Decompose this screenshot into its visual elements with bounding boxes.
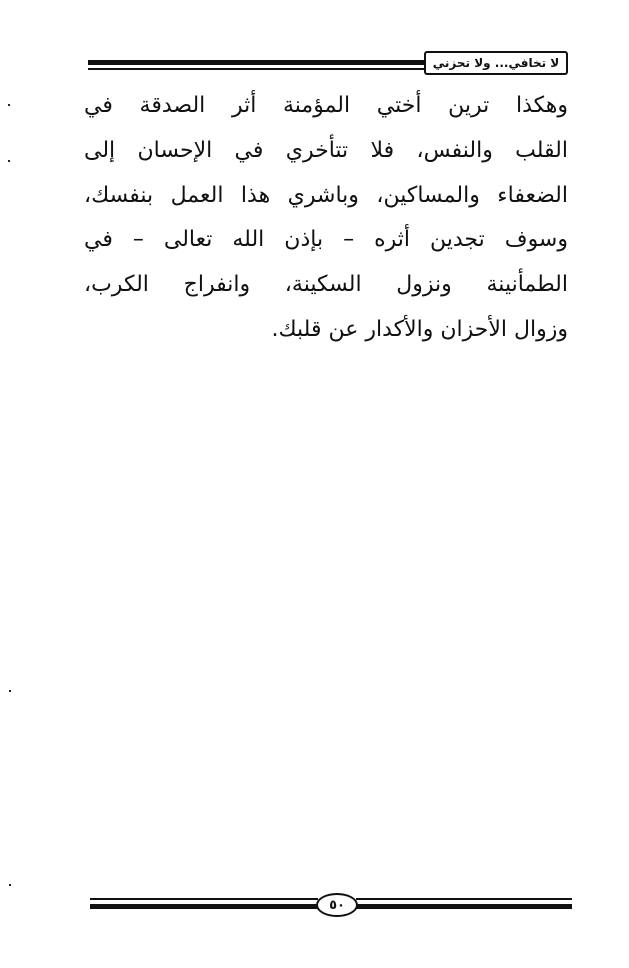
footer-rule-left-thick <box>90 904 318 909</box>
scan-speck <box>9 884 11 886</box>
scan-speck <box>8 104 10 106</box>
body-paragraph <box>84 84 568 353</box>
page-number-oval <box>316 893 358 917</box>
body-line: القلب والنفس، فلا تتأخري في الإحسان إلى <box>84 137 568 163</box>
scan-speck <box>8 160 10 162</box>
running-title: لا تخافي... ولا تحزني <box>432 56 560 70</box>
header-rule-thin <box>88 68 424 70</box>
body-line: الطمأنينة ونزول السكينة، وانفراج الكرب، <box>84 272 568 298</box>
footer-rule-left-thin <box>90 898 318 900</box>
body-line: وزوال الأحزان والأكدار عن قلبك. <box>271 316 568 342</box>
footer-rule-right-thin <box>356 898 572 900</box>
scan-speck <box>9 690 11 692</box>
body-line: وهكذا ترين أختي المؤمنة أثر الصدقة في <box>84 93 568 118</box>
running-title-box <box>424 51 568 75</box>
body-line: الضعفاء والمساكين، وباشري هذا العمل بنفسك، <box>84 182 568 208</box>
body-line: وسوف تجدين أثره – بإذن الله تعالى – في <box>84 227 568 253</box>
page-number: ٥٠ <box>329 897 345 913</box>
footer-rule-right-thick <box>356 904 572 909</box>
header-rule-thick <box>88 60 424 65</box>
